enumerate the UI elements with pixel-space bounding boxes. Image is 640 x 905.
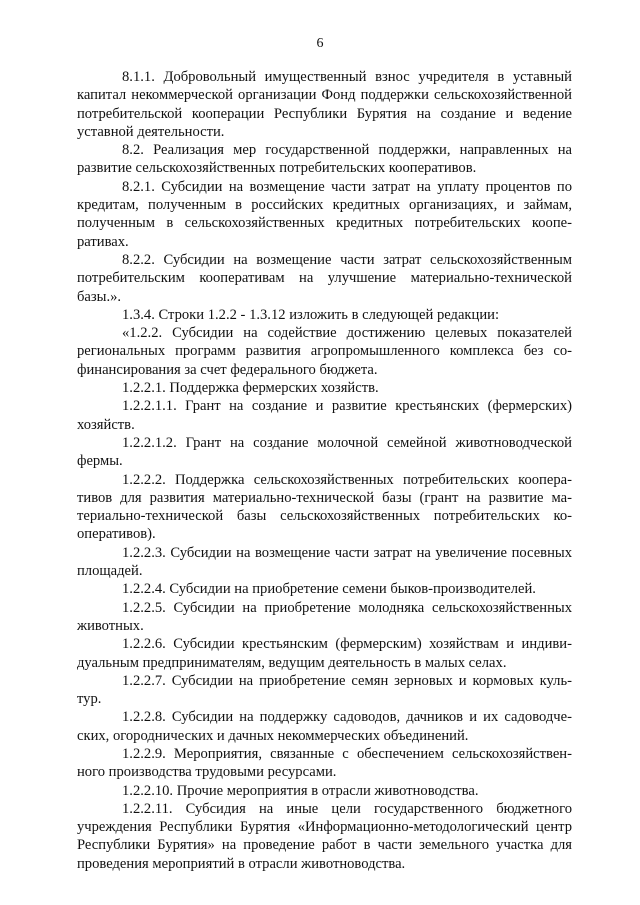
- paragraph-1-2-2: «1.2.2. Субсидии на содействие достижению целевых показателей региональных программ развития агропромышленного комплекса без софинансирования за счет федерального бюджета.: [77, 325, 572, 378]
- paragraph-1-2-2-6: 1.2.2.6. Субсидии крестьянским (фермерским) хозяйствам и индивидуальным предпринимателям, ведущим деятельность в малых селах.: [77, 636, 572, 671]
- paragraph-1-2-2-3: 1.2.2.3. Субсидии на возмещение части затрат на увеличение посевных площадей.: [77, 544, 572, 580]
- paragraph-8-1-1: 8.1.1. Добровольный имущественный взнос учредителя в уставный капитал некоммерческой организации Фонд поддержки сельскохозяйственной потребительской кооперации Республики Бурятия на создание и ведение уставной деятельности.: [77, 69, 572, 140]
- paragraph-1-2-2-5: 1.2.2.5. Субсидии на приобретение молодняка сельскохозяйственных животных.: [77, 599, 572, 634]
- paragraph-8-2-2: 8.2.2. Субсидии на возмещение части затрат сельскохозяйственным потребительским кооперативам на улучшение материально-технической базы.».: [77, 251, 572, 305]
- paragraph-1-2-2-4: 1.2.2.4. Субсидии на приобретение семени быков-производителей.: [122, 581, 536, 598]
- paragraph-8-2-1: 8.2.1. Субсидии на возмещение части затрат на уплату процентов по кредитам, полученным в российских кредитных организациях, и займам, полученным в сельскохозяйственных кредитных потребительских кооперативах.: [77, 178, 572, 250]
- paragraph-1-2-2-8: 1.2.2.8. Субсидии на поддержку садоводов, дачников и их садоводческих, огороднических и дачных некоммерческих объединений.: [77, 709, 572, 744]
- paragraph-1-2-2-2: 1.2.2.2. Поддержка сельскохозяйственных потребительских кооперативов для развития материально-технической базы (грант на развитие материально-технической базы сельскохозяйственных потребительских кооперативов).: [77, 471, 572, 543]
- paragraph-1-2-2-9: 1.2.2.9. Мероприятия, связанные с обеспечением сельскохозяйственного производства трудовыми ресурсами.: [77, 745, 572, 781]
- paragraph-1-2-2-1-2: 1.2.2.1.2. Грант на создание молочной семейной животноводческой фермы.: [77, 434, 572, 470]
- paragraph-1-2-2-1: 1.2.2.1. Поддержка фермерских хозяйств.: [122, 380, 379, 397]
- paragraph-1-3-4: 1.3.4. Строки 1.2.2 - 1.3.12 изложить в следующей редакции:: [122, 306, 500, 323]
- document-body: [77, 68, 572, 873]
- paragraph-8-2: 8.2. Реализация мер государственной поддержки, направленных на развитие сельскохозяйственных потребительских кооперативов.: [77, 142, 572, 177]
- paragraph-1-2-2-11: 1.2.2.11. Субсидия на иные цели государственного бюджетного учреждения Республики Бурятия «Информационно-методологический центр Республики Бурятия» на проведение работ в части земельного участка для проведения мероприятий в отрасли животноводства.: [77, 800, 572, 872]
- paragraph-1-2-2-1-1: 1.2.2.1.1. Грант на создание и развитие крестьянских (фермерских) хозяйств.: [77, 398, 572, 433]
- page-number: 6: [316, 36, 324, 51]
- paragraph-1-2-2-10: 1.2.2.10. Прочие мероприятия в отрасли животноводства.: [122, 782, 479, 799]
- paragraph-1-2-2-7: 1.2.2.7. Субсидии на приобретение семян зерновых и кормовых культур.: [77, 672, 572, 708]
